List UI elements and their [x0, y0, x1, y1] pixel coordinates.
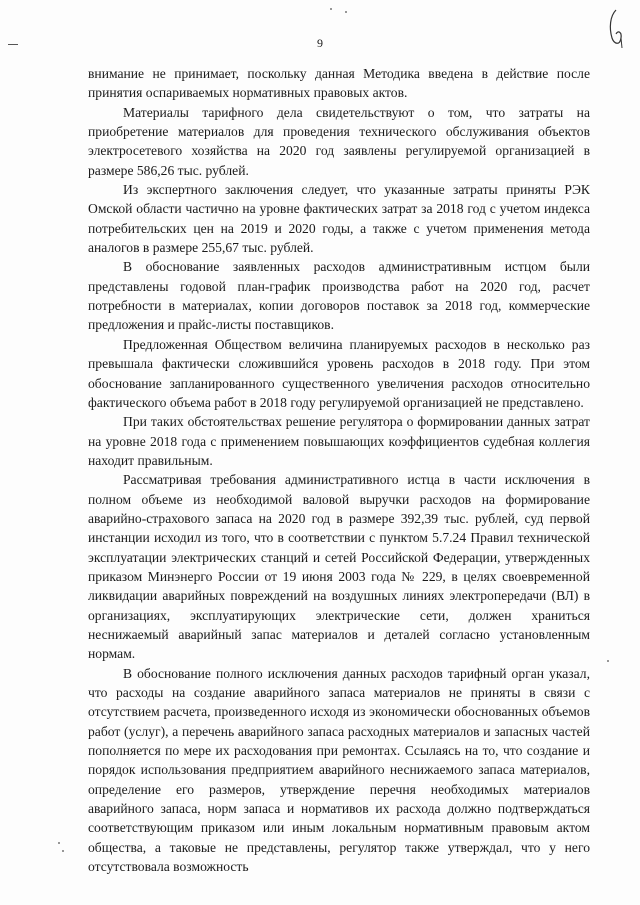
paragraph: Предложенная Обществом величина планируемых расходов в несколько раз превышала фактически сложившийся уровень расходов в 2018 году. При этом обоснование запланированного существенного увеличения расходов относительно фактического объема работ в 2018 году регулируемой организацией не представлено.: [88, 336, 590, 410]
scan-speck: [58, 842, 60, 844]
paragraph: Из экспертного заключения следует, что указанные затраты приняты РЭК Омской области частично на уровне фактических затрат за 2018 год с учетом индекса потребительских цен на 2019 и 2020 годы, а также с учетом применения метода аналогов в размере 255,67 тыс. рублей.: [88, 182, 590, 256]
scan-speck: [330, 8, 332, 10]
scan-speck: [345, 11, 347, 13]
scan-speck: [607, 660, 609, 662]
paragraph: В обоснование заявленных расходов административным истцом были представлены годовой план-график производства работ на 2020 год, расчет потребности в материалах, копии договоров поставок за 2018 год, коммерческие предложения и прайс-листы поставщиков.: [88, 259, 590, 333]
paragraph: В обоснование полного исключения данных расходов тарифный орган указал, что расходы на создание аварийного запаса материалов не приняты в связи с отсутствием расчета, произведенного исходя из экономически обоснованных объемов работ (услуг), а перечень аварийного запаса расходных материалов и запасных частей пополняется по мере их расходования при ремонтах. Ссылаясь на то, что создание и порядок использования предприятием аварийного неснижаемого запаса материалов, определение его размеров, утверждение перечня необходимых материалов аварийного запаса, норм запаса и нормативов их расхода должно подтверждаться соответствующим приказом или иным локальным нормативным правовым актом общества, а таковые не представлены, регулятор также утверждал, что у него отсутствовала возможность: [88, 665, 590, 875]
document-body: [88, 64, 590, 876]
paragraph: Материалы тарифного дела свидетельствуют о том, что затраты на приобретение материалов для проведения технического обслуживания объектов электросетевого хозяйства на 2020 год заявлены регулируемой организацией в размере 586,26 тыс. рублей.: [88, 104, 590, 178]
paragraph: Рассматривая требования административного истца в части исключения в полном объеме из необходимой валовой выручки расходов на формирование аварийно-страхового запаса на 2020 год в размере 392,39 тыс. рублей, суд первой инстанции исходил из того, что в соответствии с пунктом 5.7.24 Правил технической эксплуатации электрических станций и сетей Российской Федерации, утвержденных приказом Минэнерго России от 19 июня 2003 года № 229, в целях своевременной ликвидации аварийных повреждений на воздушных линиях электропередачи (ВЛ) в организациях, эксплуатирующих электрические сети, должен храниться неснижаемый аварийный запас материалов и деталей согласно установленным нормам.: [88, 472, 590, 662]
paragraph-continuation: внимание не принимает, поскольку данная Методика введена в действие после принятия оспариваемых нормативных правовых актов.: [88, 66, 590, 101]
page-number: 9: [317, 36, 323, 50]
paragraph: При таких обстоятельствах решение регулятора о формировании данных затрат на уровне 2018 года с применением повышающих коэффициентов судебная коллегия находит правильным.: [88, 414, 590, 468]
scan-speck: [62, 850, 64, 852]
